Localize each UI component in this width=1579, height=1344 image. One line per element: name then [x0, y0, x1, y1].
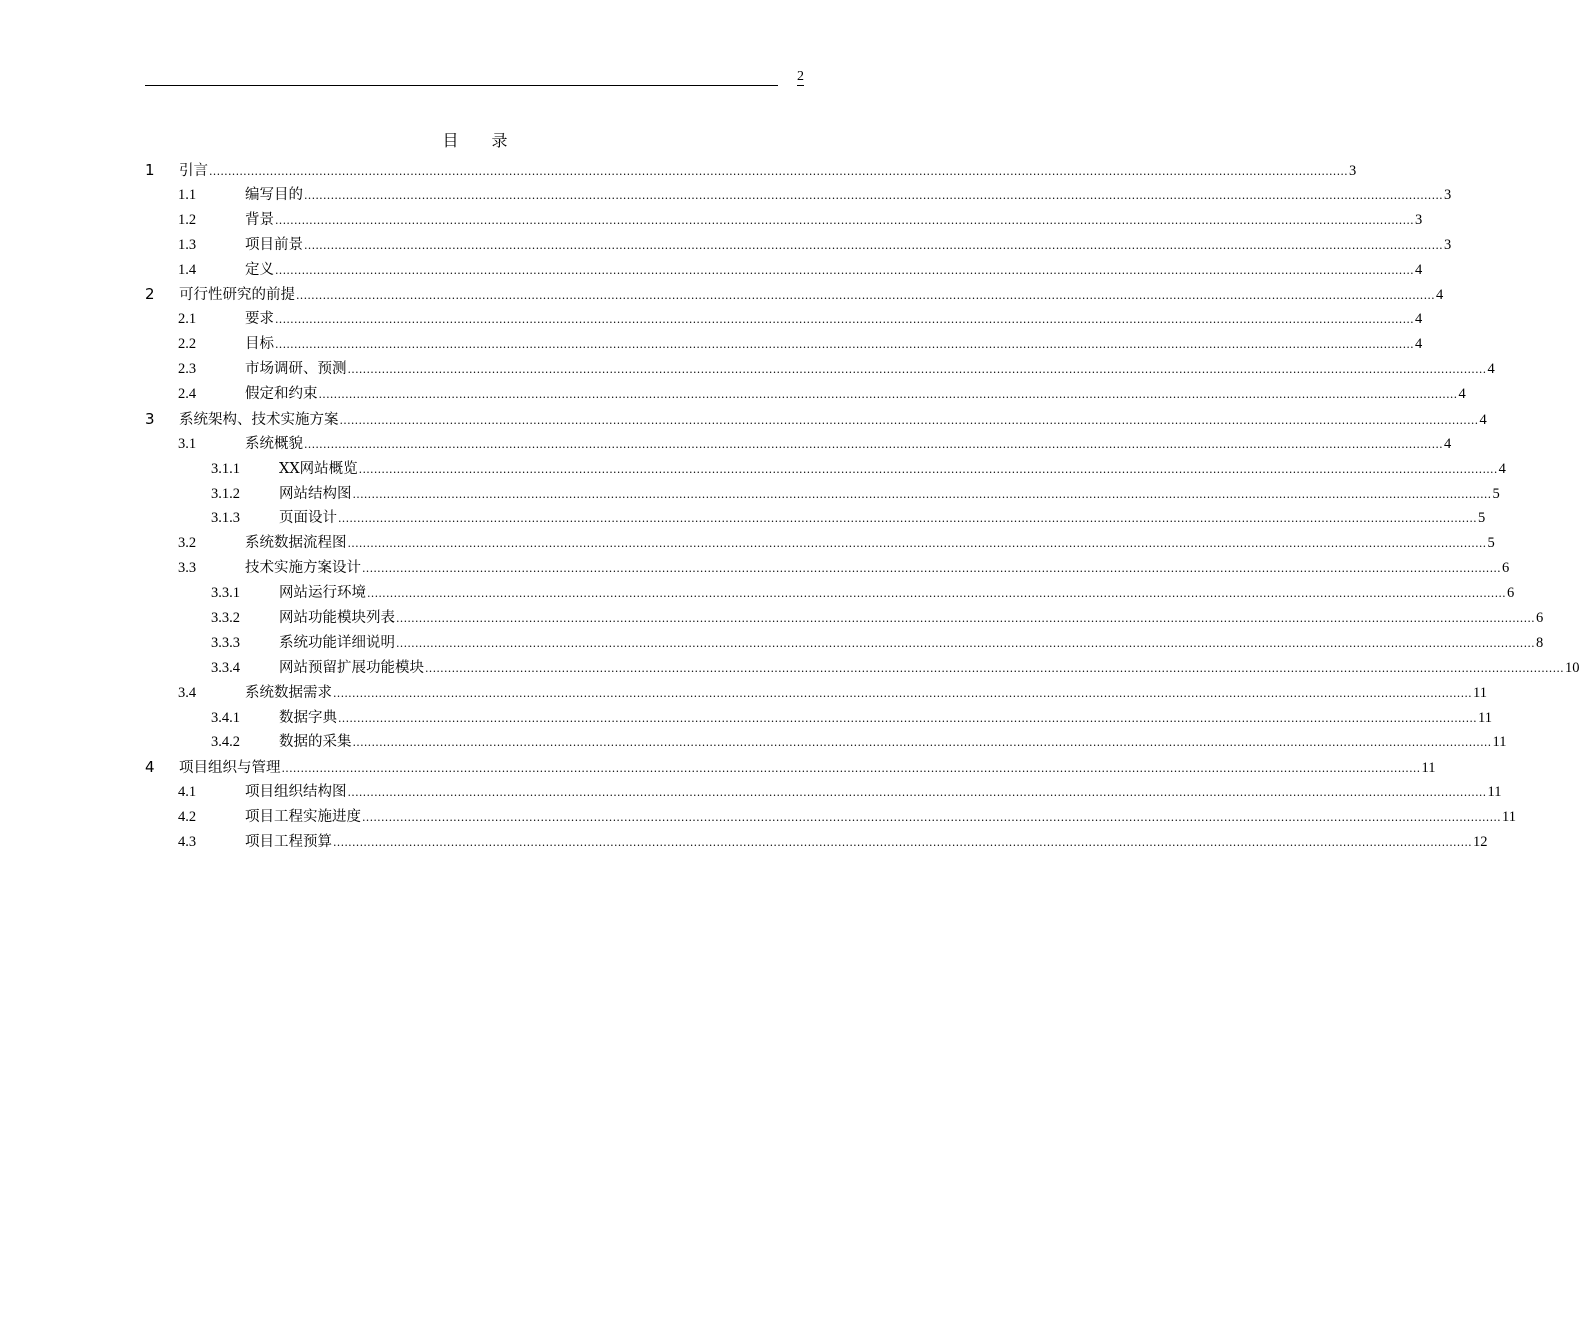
toc-entry-page: 4: [1487, 361, 1495, 378]
toc-entry-label: 引言: [179, 163, 208, 179]
toc-entry-page: 4: [1443, 435, 1452, 452]
toc-entry[interactable]: [145, 432, 1452, 457]
toc-entry[interactable]: [145, 208, 1423, 233]
toc-entry-page: 11: [1492, 734, 1507, 751]
toc-entry[interactable]: [145, 606, 1544, 631]
toc-entry-page: 3: [1348, 163, 1357, 179]
toc-entry-label: 项目前景: [245, 236, 303, 253]
toc-dot-leader: ............................................................................................................................................................................................................................................................................................................: [425, 661, 1564, 675]
toc-entry-label: 网站运行环境: [279, 585, 366, 602]
toc-entry-number: 3.4.2: [211, 734, 240, 751]
toc-entry[interactable]: [145, 506, 1486, 531]
toc-entry-label: 要求: [245, 311, 274, 328]
toc-entry-number: 2.3: [178, 361, 197, 378]
toc-entry-label: 市场调研、预测: [245, 361, 347, 378]
toc-entry-label: 系统数据流程图: [245, 535, 347, 552]
toc-entry-page: 5: [1487, 535, 1495, 552]
toc-dot-leader: ............................................................................................................................................................................................................................................................................................................: [367, 587, 1506, 601]
toc-dot-leader: ............................................................................................................................................................................................................................................................................................................: [333, 686, 1472, 700]
toc-entry[interactable]: [145, 656, 1579, 681]
toc-dot-leader: ............................................................................................................................................................................................................................................................................................................: [352, 736, 1492, 750]
toc-entry-number: 2.4: [178, 386, 197, 403]
toc-entry[interactable]: [145, 631, 1544, 656]
toc-dot-leader: ............................................................................................................................................................................................................................................................................................................: [275, 313, 1414, 327]
toc-entry-page: 12: [1472, 834, 1488, 851]
toc-entry-number: 1: [145, 161, 155, 179]
toc-entry-number: 1.3: [178, 236, 197, 253]
toc-dot-leader: ............................................................................................................................................................................................................................................................................................................: [296, 289, 1435, 303]
toc-entry-label: 编写目的: [245, 186, 303, 203]
toc-entry-number: 1.1: [178, 186, 197, 203]
toc-entry-label: 定义: [245, 261, 274, 278]
toc-entry[interactable]: [145, 730, 1507, 755]
toc-entry[interactable]: [145, 457, 1506, 482]
toc-entry-label: 目标: [245, 336, 274, 353]
toc-entry-number: 4: [145, 758, 155, 777]
toc-entry-label: 可行性研究的前提: [179, 287, 295, 304]
toc-title: 目 录: [442, 131, 522, 150]
toc-entry-label: XX网站概览: [279, 460, 358, 477]
toc-entry-number: 2.2: [178, 336, 197, 353]
toc-entry-page: 4: [1414, 336, 1423, 353]
toc-dot-leader: ............................................................................................................................................................................................................................................................................................................: [281, 762, 1421, 776]
toc-dot-leader: ............................................................................................................................................................................................................................................................................................................: [275, 263, 1414, 277]
toc-entry-label: 数据字典: [279, 709, 337, 726]
toc-entry[interactable]: [145, 482, 1500, 507]
toc-entry-label: 假定和约束: [245, 386, 318, 403]
toc-entry-number: 3.4: [178, 684, 197, 701]
toc-entry[interactable]: [145, 357, 1495, 382]
toc-entry-label: 系统数据需求: [245, 684, 332, 701]
toc-entry-number: 3.4.1: [211, 709, 240, 726]
toc-entry-number: 3.2: [178, 535, 197, 552]
toc-entry-page: 8: [1535, 634, 1544, 651]
toc-entry-number: 3.3.2: [211, 610, 240, 627]
toc-dot-leader: ............................................................................................................................................................................................................................................................................................................: [362, 811, 1501, 825]
toc-dot-leader: ............................................................................................................................................................................................................................................................................................................: [339, 413, 1479, 427]
toc-entry-label: 项目组织与管理: [179, 760, 281, 777]
toc-entry-page: 10: [1564, 659, 1579, 676]
toc-entry-number: 4.1: [178, 784, 197, 801]
header-rule: [145, 85, 778, 86]
toc-entry-number: 3: [145, 409, 155, 428]
toc-dot-leader: ............................................................................................................................................................................................................................................................................................................: [304, 238, 1443, 252]
toc-entry-page: 6: [1535, 610, 1544, 627]
toc-entry-label: 网站预留扩展功能模块: [279, 659, 424, 676]
toc-entry-label: 数据的采集: [279, 734, 352, 751]
toc-entry[interactable]: [145, 407, 1487, 432]
toc-dot-leader: ............................................................................................................................................................................................................................................................................................................: [209, 165, 1348, 178]
toc-entry-number: 3.1.1: [211, 460, 240, 477]
toc-dot-leader: ............................................................................................................................................................................................................................................................................................................: [347, 363, 1487, 377]
toc-dot-leader: ............................................................................................................................................................................................................................................................................................................: [396, 612, 1535, 626]
toc-entry-number: 1.2: [178, 211, 197, 228]
toc-entry-label: 系统架构、技术实施方案: [179, 411, 339, 428]
toc-dot-leader: ............................................................................................................................................................................................................................................................................................................: [362, 562, 1501, 576]
toc-dot-leader: ............................................................................................................................................................................................................................................................................................................: [352, 487, 1492, 501]
toc-entry[interactable]: [145, 581, 1515, 606]
toc-entry[interactable]: [145, 830, 1488, 855]
toc-entry-number: 2: [145, 285, 155, 304]
toc-entry[interactable]: [145, 706, 1492, 731]
toc-entry-page: 6: [1506, 585, 1515, 602]
toc-entry-number: 3.1.3: [211, 510, 240, 527]
toc-entry-label: 项目组织结构图: [245, 784, 347, 801]
toc-entry[interactable]: [145, 282, 1444, 307]
toc-entry-number: 4.3: [178, 834, 197, 851]
toc-entry-page: 4: [1414, 261, 1423, 278]
toc-entry-page: 11: [1421, 760, 1436, 777]
toc-entry[interactable]: [145, 258, 1423, 283]
toc-entry[interactable]: [145, 332, 1423, 357]
toc-entry-label: 项目工程实施进度: [245, 809, 361, 826]
toc-dot-leader: ............................................................................................................................................................................................................................................................................................................: [358, 462, 1498, 476]
toc-entry-page: 11: [1477, 709, 1492, 726]
toc-entry[interactable]: [145, 233, 1452, 258]
toc-entry[interactable]: [145, 183, 1452, 208]
toc-entry-page: 3: [1414, 211, 1423, 228]
toc-entry-page: 4: [1498, 460, 1506, 477]
toc-entry-page: 5: [1477, 510, 1486, 527]
toc-entry-label: 技术实施方案设计: [245, 560, 361, 577]
toc-dot-leader: ............................................................................................................................................................................................................................................................................................................: [275, 338, 1414, 352]
page-number: 2: [797, 69, 804, 84]
toc-dot-leader: ............................................................................................................................................................................................................................................................................................................: [333, 836, 1472, 850]
toc-entry-number: 1.4: [178, 261, 197, 278]
toc-entry-number: 4.2: [178, 809, 197, 826]
toc-entry[interactable]: [145, 780, 1502, 805]
toc-entry-label: 系统功能详细说明: [279, 634, 395, 651]
toc-entry-page: 3: [1443, 186, 1452, 203]
toc-entry-label: 系统概貌: [245, 435, 303, 452]
toc-dot-leader: ............................................................................................................................................................................................................................................................................................................: [347, 537, 1487, 551]
toc-entry-label: 页面设计: [279, 510, 337, 527]
toc-entry-page: 4: [1479, 411, 1487, 428]
toc-entry[interactable]: [145, 382, 1466, 407]
toc-entry-number: 2.1: [178, 311, 197, 328]
toc-dot-leader: ............................................................................................................................................................................................................................................................................................................: [338, 512, 1477, 526]
toc-entry-page: 4: [1435, 287, 1444, 304]
toc-dot-leader: ............................................................................................................................................................................................................................................................................................................: [396, 636, 1535, 650]
toc-entry-page: 4: [1458, 386, 1466, 403]
toc-entry-page: 11: [1472, 684, 1487, 701]
toc-entry-label: 背景: [245, 211, 274, 228]
toc-entry-label: 网站功能模块列表: [279, 610, 395, 627]
toc-entry[interactable]: [145, 556, 1510, 581]
toc-dot-leader: ............................................................................................................................................................................................................................................................................................................: [347, 786, 1487, 800]
toc-dot-leader: ............................................................................................................................................................................................................................................................................................................: [275, 213, 1414, 227]
toc-entry-page: 3: [1443, 236, 1452, 253]
toc-entry-page: 11: [1501, 809, 1516, 826]
toc-entry-page: 5: [1492, 485, 1500, 502]
toc-entry[interactable]: [145, 805, 1516, 830]
toc-entry-label: 项目工程预算: [245, 834, 332, 851]
toc-entry-number: 3.3.3: [211, 634, 240, 651]
toc-entry[interactable]: [145, 307, 1423, 332]
toc-entry[interactable]: [145, 158, 1357, 183]
toc-entry-page: 11: [1487, 784, 1502, 801]
toc-entry-number: 3.3.4: [211, 659, 240, 676]
toc-entry-label: 网站结构图: [279, 485, 352, 502]
toc-entry-number: 3.3: [178, 560, 197, 577]
table-of-contents: [145, 158, 1579, 855]
toc-entry-page: 4: [1414, 311, 1423, 328]
toc-entry-number: 3.3.1: [211, 585, 240, 602]
toc-dot-leader: ............................................................................................................................................................................................................................................................................................................: [304, 188, 1443, 202]
toc-entry[interactable]: [145, 531, 1495, 556]
toc-dot-leader: ............................................................................................................................................................................................................................................................................................................: [338, 711, 1477, 725]
toc-dot-leader: ............................................................................................................................................................................................................................................................................................................: [318, 388, 1458, 402]
toc-entry-number: 3.1.2: [211, 485, 240, 502]
toc-entry[interactable]: [145, 755, 1436, 780]
toc-dot-leader: ............................................................................................................................................................................................................................................................................................................: [304, 437, 1443, 451]
toc-entry[interactable]: [145, 681, 1487, 706]
toc-entry-number: 3.1: [178, 435, 197, 452]
toc-entry-page: 6: [1501, 560, 1510, 577]
